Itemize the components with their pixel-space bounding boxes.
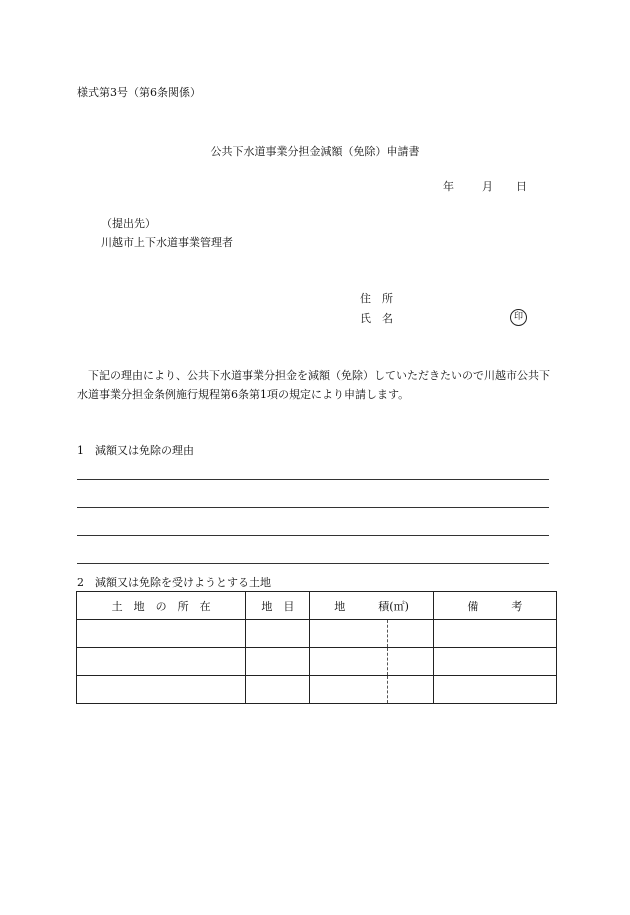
reason-line-2[interactable] (77, 507, 549, 508)
cell-location[interactable] (77, 620, 246, 648)
cell-remarks[interactable] (433, 620, 556, 648)
cell-land-category[interactable] (246, 676, 310, 704)
cell-area-integer[interactable] (310, 676, 387, 704)
address-label: 住 所 (360, 292, 393, 305)
land-table (76, 591, 557, 704)
seal-mark: 印 (510, 309, 527, 326)
header-location: 土 地 の 所 在 (77, 592, 246, 620)
header-land-category: 地 目 (246, 592, 310, 620)
cell-area-decimal[interactable] (387, 648, 433, 676)
header-remarks: 備 考 (433, 592, 556, 620)
section1-heading: 1 減額又は免除の理由 (77, 444, 194, 457)
cell-area-integer[interactable] (310, 648, 387, 676)
table-row (77, 648, 557, 676)
addressee: 川越市上下水道事業管理者 (101, 236, 233, 249)
table-row (77, 676, 557, 704)
header-area: 地 積(㎡) (310, 592, 433, 620)
cell-land-category[interactable] (246, 648, 310, 676)
cell-remarks[interactable] (433, 676, 556, 704)
addressee-label: （提出先） (101, 217, 156, 230)
form-number: 様式第3号（第6条関係） (77, 86, 201, 99)
cell-remarks[interactable] (433, 648, 556, 676)
date-year: 年 (443, 180, 454, 193)
document-title: 公共下水道事業分担金減額（免除）申請書 (210, 145, 420, 158)
cell-area-integer[interactable] (310, 620, 387, 648)
request-statement: 下記の理由により、公共下水道事業分担金を減額（免除）していただきたいので川越市公共下水道事業分担金条例施行規程第6条第1項の規定により申請します。 (77, 369, 550, 401)
date-month: 月 (482, 180, 493, 193)
cell-location[interactable] (77, 648, 246, 676)
cell-land-category[interactable] (246, 620, 310, 648)
table-row (77, 620, 557, 648)
cell-location[interactable] (77, 676, 246, 704)
section2-heading: 2 減額又は免除を受けようとする土地 (77, 576, 271, 589)
cell-area-decimal[interactable] (387, 620, 433, 648)
cell-area-decimal[interactable] (387, 676, 433, 704)
reason-line-1[interactable] (77, 479, 549, 480)
date-day: 日 (516, 180, 527, 193)
table-header-row (77, 592, 557, 620)
reason-line-3[interactable] (77, 535, 549, 536)
name-label: 氏 名 (360, 312, 393, 325)
reason-line-4[interactable] (77, 563, 549, 564)
